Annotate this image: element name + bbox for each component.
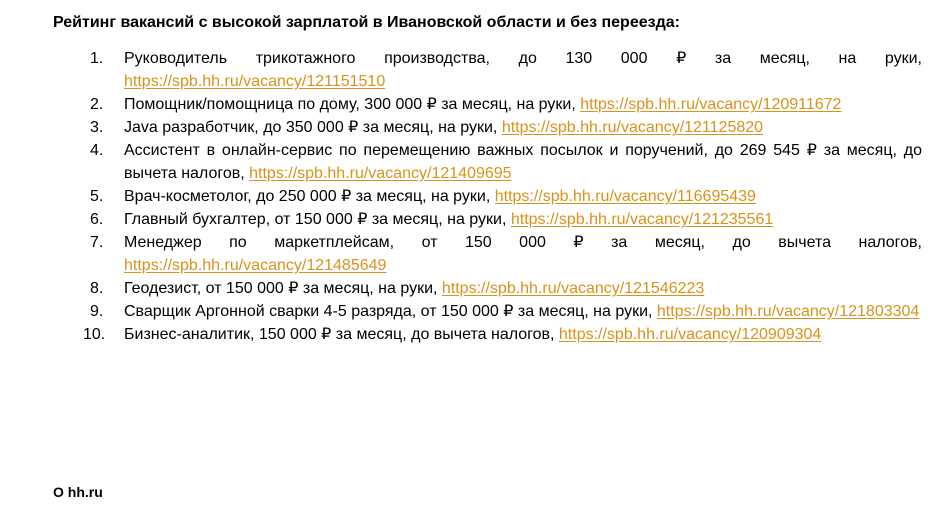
vacancy-link[interactable]: https://spb.hh.ru/vacancy/120911672 xyxy=(580,96,842,113)
vacancy-description: Руководитель трикотажного производства, до 130 000 ₽ за месяц, на руки, xyxy=(124,50,922,67)
vacancy-description: Сварщик Аргонной сварки 4-5 разряда, от 150 000 ₽ за месяц, на руки, xyxy=(124,303,657,320)
list-item xyxy=(80,185,922,208)
vacancy-description: Менеджер по маркетплейсам, от 150 000 ₽ за месяц, до вычета налогов, xyxy=(124,234,922,251)
list-item-number: 3. xyxy=(90,119,104,136)
vacancy-link[interactable]: https://spb.hh.ru/vacancy/121151510 xyxy=(124,73,386,90)
list-item-number: 7. xyxy=(90,234,104,251)
vacancy-description: Геодезист, от 150 000 ₽ за месяц, на руки, xyxy=(124,280,442,297)
footer-about-link[interactable]: О hh.ru xyxy=(53,484,103,500)
list-item xyxy=(80,139,922,185)
list-item xyxy=(80,323,922,346)
list-item xyxy=(80,116,922,139)
list-item-number: 4. xyxy=(90,142,104,159)
list-item-number: 1. xyxy=(90,50,104,67)
vacancy-link[interactable]: https://spb.hh.ru/vacancy/120909304 xyxy=(558,326,822,343)
vacancy-link[interactable]: https://spb.hh.ru/vacancy/121409695 xyxy=(249,165,512,182)
list-item-number: 10. xyxy=(83,326,106,343)
list-item-number: 6. xyxy=(90,211,104,228)
vacancy-link[interactable]: https://spb.hh.ru/vacancy/116695439 xyxy=(494,188,756,205)
vacancy-link[interactable]: https://spb.hh.ru/vacancy/121546223 xyxy=(441,280,705,297)
list-item-number: 2. xyxy=(90,96,104,113)
vacancy-description: Бизнес-аналитик, 150 000 ₽ за месяц, до вычета налогов, xyxy=(124,326,559,343)
list-item xyxy=(80,208,922,231)
vacancy-link[interactable]: https://spb.hh.ru/vacancy/121803304 xyxy=(656,303,920,320)
list-item xyxy=(80,231,922,277)
list-item-number: 9. xyxy=(90,303,104,320)
vacancy-list xyxy=(80,47,922,346)
vacancy-description: Java разработчик, до 350 000 ₽ за месяц, на руки, xyxy=(124,119,502,136)
vacancy-link[interactable]: https://spb.hh.ru/vacancy/121125820 xyxy=(501,119,764,136)
vacancy-description: Помощник/помощница по дому, 300 000 ₽ за месяц, на руки, xyxy=(124,96,581,113)
list-item-number: 8. xyxy=(90,280,104,297)
list-item-number: 5. xyxy=(90,188,104,205)
vacancy-link[interactable]: https://spb.hh.ru/vacancy/121485649 xyxy=(124,257,387,274)
vacancy-link[interactable]: https://spb.hh.ru/vacancy/121235561 xyxy=(510,211,774,228)
vacancy-description: Ассистент в онлайн-сервис по перемещению важных посылок и поручений, до 269 545 ₽ за месяц, до вычета налогов, xyxy=(124,142,922,182)
vacancy-description: Врач-косметолог, до 250 000 ₽ за месяц, на руки, xyxy=(124,188,495,205)
list-item xyxy=(80,300,922,323)
vacancy-description: Главный бухгалтер, от 150 000 ₽ за месяц, на руки, xyxy=(124,211,511,228)
list-item xyxy=(80,47,922,93)
list-item xyxy=(80,277,922,300)
list-item xyxy=(80,93,922,116)
page-title: Рейтинг вакансий с высокой зарплатой в Ивановской области и без переезда: xyxy=(53,14,680,31)
